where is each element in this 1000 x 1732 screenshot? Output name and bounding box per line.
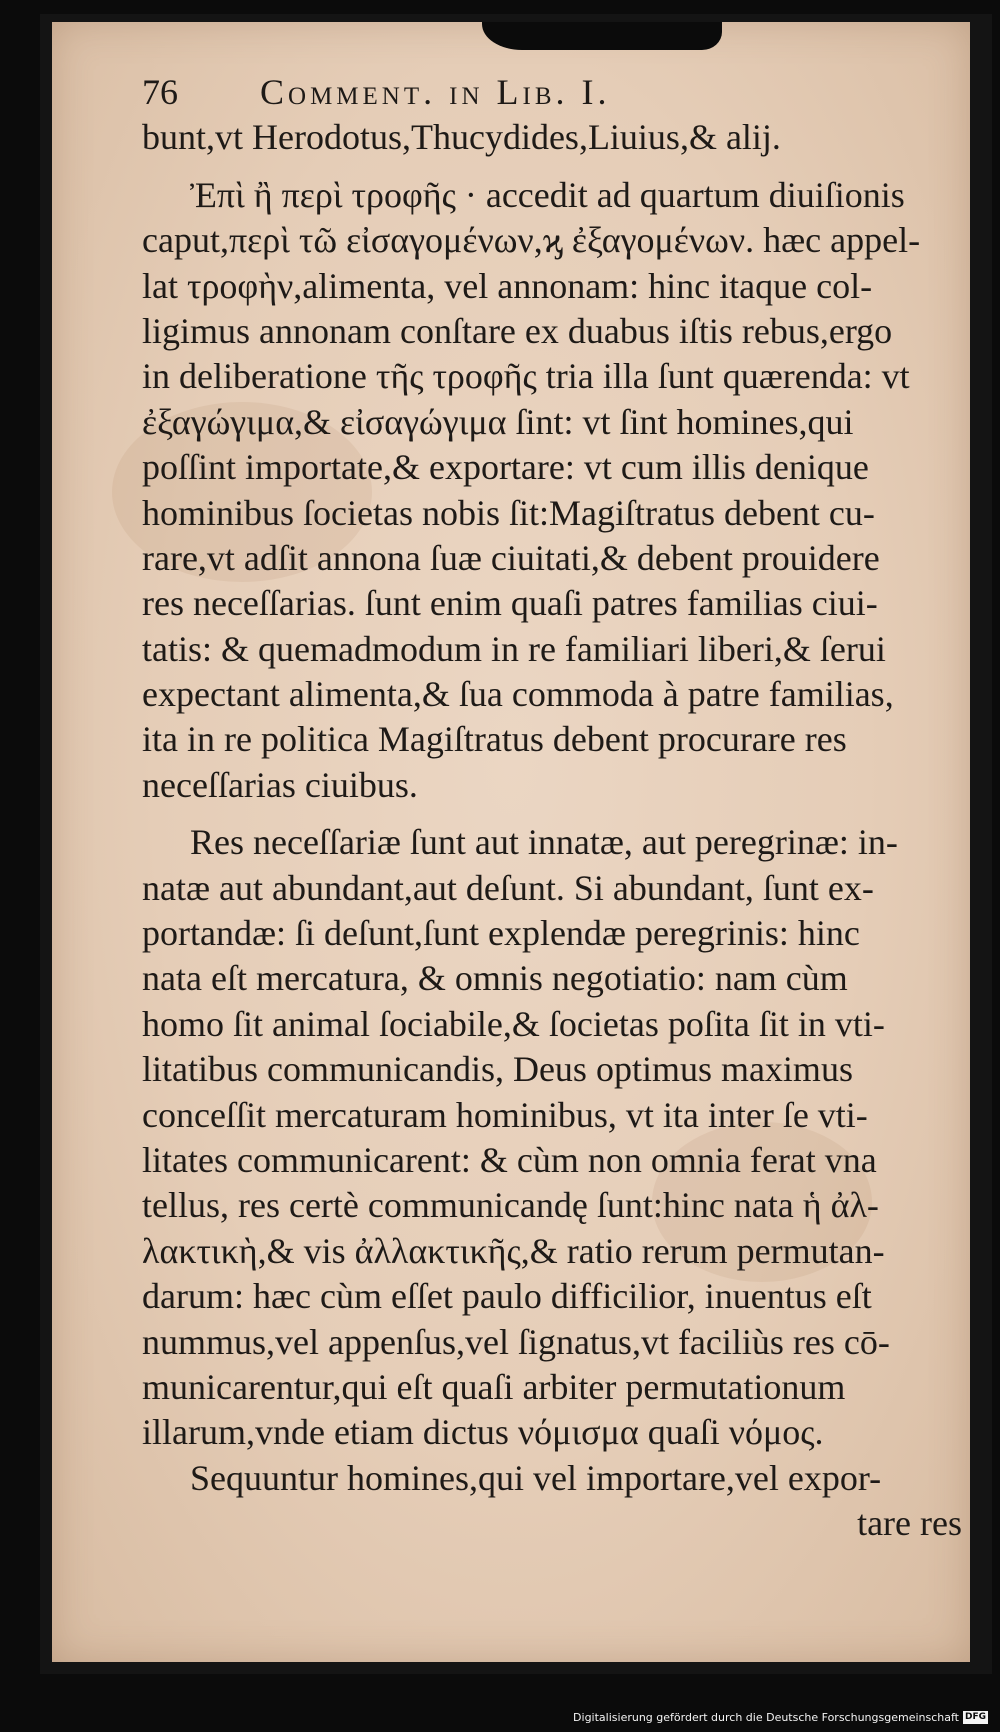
credit-text: Digitalisierung gefördert durch die Deutsche Forschungsgemeinschaft (573, 1711, 959, 1724)
text-line: Ἐπὶ ἢ περὶ τροφῆς · accedit ad quartum diuiſionis (190, 174, 905, 215)
text-line: ita in re politica Magiſtratus debent procurare res (142, 719, 847, 760)
text-line: hominibus ſocietas nobis ſit:Magiſtratus debent cu- (142, 492, 875, 533)
running-header (142, 70, 962, 115)
text-line: natæ aut abundant,aut deſunt. Si abundant, ſunt ex- (142, 867, 874, 908)
text-line: rare,vt adſit annona ſuæ ciuitati,& debent prouidere (142, 537, 880, 578)
torn-page-edge (482, 22, 722, 50)
text-line: neceſſarias ciuibus. (142, 764, 418, 805)
text-line: res neceſſarias. ſunt enim quaſi patres familias ciui- (142, 583, 878, 624)
catchword: tare res (857, 1503, 962, 1544)
text-line: expectant alimenta,& ſua commoda à patre familias, (142, 674, 894, 715)
text-line: nata eſt mercatura, & omnis negotiatio: nam cùm (142, 958, 848, 999)
text-line: homo ſit animal ſociabile,& ſocietas poſita ſit in vti- (142, 1003, 885, 1044)
text-line: ἐξαγώγιμα,& εἰσαγώγιμα ſint: vt ſint homines,qui (142, 401, 854, 442)
text-line: caput,περὶ τῶ εἰσαγομένων,ϗ ἐξαγομένων. hæc appel- (142, 220, 921, 261)
text-line: portandæ: ſi deſunt,ſunt explendæ peregrinis: hinc (142, 913, 860, 954)
text-line: nummus,vel appenſus,vel ſignatus,vt faciliùs res cō- (142, 1321, 890, 1362)
text-line: municarentur,qui eſt quaſi arbiter permutationum (142, 1366, 846, 1407)
book-page (52, 22, 970, 1662)
text-line: Sequuntur homines,qui vel importare,vel expor- (190, 1457, 882, 1498)
text-line: illarum,vnde etiam dictus νόμισμα quaſi νόμος. (142, 1412, 824, 1453)
text-line: lat τροφὴν,alimenta, vel annonam: hinc itaque col- (142, 265, 873, 306)
text-line: tellus, res certè communicandę ſunt:hinc nata ἡ ἀλ- (142, 1185, 879, 1226)
text-line: Res neceſſariæ ſunt aut innatæ, aut peregrinæ: in- (190, 822, 898, 863)
running-head-title: Comment. in Lib. I. (260, 72, 611, 112)
text-line: litatibus communicandis, Deus optimus maximus (142, 1049, 853, 1090)
dfg-logo: DFG (964, 1712, 986, 1722)
page-text (142, 70, 962, 1547)
text-line: darum: hæc cùm eſſet paulo difficilior, inuentus eſt (142, 1276, 872, 1317)
text-line: bunt,vt Herodotus,Thucydides,Liuius,& alij. (142, 117, 781, 158)
page-number: 76 (142, 72, 178, 112)
text-line: poſſint importate,& exportare: vt cum illis denique (142, 447, 869, 488)
text-line: tatis: & quemadmodum in re familiari liberi,& ſerui (142, 628, 886, 669)
text-line: conceſſit mercaturam hominibus, vt ita inter ſe vti- (142, 1094, 868, 1135)
text-line: ligimus annonam conſtare ex duabus iſtis rebus,ergo (142, 310, 893, 351)
text-line: litates communicarent: & cùm non omnia ferat vna (142, 1139, 877, 1180)
text-line: in deliberatione τῆς τροφῆς tria illa ſunt quærenda: vt (142, 356, 910, 397)
text-line: λακτικὴ,& vis ἀλλακτικῆς,& ratio rerum permutan- (142, 1230, 885, 1271)
digitization-credit (573, 1711, 988, 1724)
